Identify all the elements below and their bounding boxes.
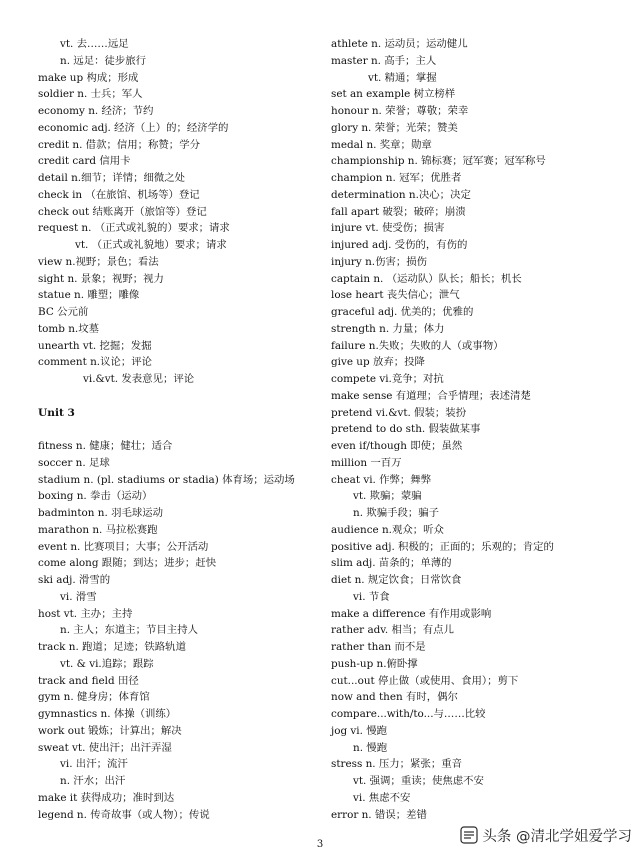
vocab-entry: strength n. 力量；体力: [331, 322, 445, 335]
vocab-entry: vt. 精通；掌握: [368, 71, 437, 84]
vocab-entry: lose heart 丧失信心；泄气: [331, 289, 460, 302]
vocab-entry: error n. 错误；差错: [331, 808, 427, 821]
vocab-entry: jog vi. 慢跑: [331, 724, 388, 737]
vocab-entry: vt. （正式或礼貌地）要求；请求: [75, 239, 227, 251]
vocab-entry: BC 公元前: [38, 306, 89, 318]
vocab-entry: come along 跟随；到达；进步；赶快: [38, 557, 217, 570]
vocab-entry: vi. 出汗；流汗: [60, 758, 128, 771]
vocab-entry: unearth vt. 挖掘；发掘: [38, 339, 152, 352]
vocab-entry: even if/though 即使；虽然: [331, 440, 463, 452]
vocab-entry: vi. 节食: [353, 590, 390, 603]
vocab-entry: diet n. 规定饮食；日常饮食: [331, 574, 462, 586]
vocab-entry: honour n. 荣誉；尊敬；荣幸: [331, 105, 469, 117]
vocab-entry: credit n. 借款；信用；称赞；学分: [38, 138, 200, 151]
vocab-column-left: [38, 36, 328, 823]
vocab-entry: rather than 而不是: [331, 641, 426, 653]
blank-line: [38, 388, 328, 405]
vocab-entry: marathon n. 马拉松赛跑: [38, 523, 158, 536]
vocab-entry: economy n. 经济；节约: [38, 105, 154, 117]
vocab-entry: fall apart 破裂；破碎；崩溃: [331, 205, 466, 218]
toutiao-logo-icon: [460, 826, 478, 844]
vocab-entry: compare...with/to...与……比较: [331, 708, 486, 720]
vocab-entry: soccer n. 足球: [38, 456, 110, 469]
vocab-entry: make up 构成；形成: [38, 71, 139, 84]
vocab-entry: stress n. 压力；紧张；重音: [331, 758, 463, 771]
vocab-entry: make it 获得成功；准时到达: [38, 791, 175, 804]
vocab-entry: vt. 欺骗；蒙骗: [353, 490, 422, 503]
vocab-entry: sweat vt. 使出汗；出汗弄湿: [38, 741, 172, 754]
vocab-entry: detail n.细节；详情；细微之处: [38, 172, 186, 184]
page-number: 3: [316, 839, 324, 850]
vocab-entry: vt. 强调；重读；使焦虑不安: [353, 775, 484, 787]
vocab-entry: statue n. 雕塑；雕像: [38, 289, 140, 302]
vocab-entry: track n. 跑道；足迹；铁路轨道: [38, 641, 186, 653]
vocab-entry: positive adj. 积极的；正面的；乐观的；肯定的: [331, 540, 554, 553]
vocab-entry: work out 锻炼；计算出；解决: [38, 724, 182, 737]
vocab-entry: boxing n. 拳击（运动）: [38, 490, 153, 503]
vocab-entry: legend n. 传奇故事（或人物）；传说: [38, 808, 210, 821]
vocab-entry: n. 远足：徒步旅行: [60, 54, 147, 67]
vocab-entry: gym n. 健身房；体育馆: [38, 691, 150, 704]
vocab-entry: event n. 比赛项目；大事；公开活动: [38, 540, 209, 553]
vocab-entry: sight n. 景象；视野；视力: [38, 272, 164, 285]
vocab-entry: failure n.失败；失败的人（或事物）: [331, 339, 504, 352]
vocab-entry: badminton n. 羽毛球运动: [38, 507, 164, 519]
vocab-entry: push-up n.俯卧撑: [331, 657, 418, 670]
vocab-entry: determination n.决心；决定: [331, 188, 471, 201]
watermark: [460, 822, 632, 848]
vocab-entry: set an example 树立榜样: [331, 88, 456, 101]
vocab-entry: give up 放弃；投降: [331, 356, 425, 369]
vocab-entry: cut...out 停止做（或使用、食用）；剪下: [331, 674, 519, 687]
vocab-entry: now and then 有时，偶尔: [331, 691, 458, 704]
vocab-entry: tomb n.坟墓: [38, 322, 100, 335]
vocab-entry: captain n. （运动队）队长；船长；机长: [331, 272, 522, 285]
vocab-entry: make sense 有道理；合乎情理；表述清楚: [331, 389, 531, 402]
vocab-entry: glory n. 荣誉；光荣；赞美: [331, 121, 458, 134]
vocab-entry: vt. & vi.追踪；跟踪: [60, 657, 154, 670]
vocab-entry: injury n.伤害；损伤: [331, 255, 428, 268]
vocab-entry: gymnastics n. 体操（训练）: [38, 708, 177, 720]
vocab-entry: injured adj. 受伤的，有伤的: [331, 239, 468, 251]
vocab-entry: audience n.观众；听众: [331, 523, 444, 536]
vocab-entry: injure vt. 使受伤；损害: [331, 222, 445, 235]
blank-line: [38, 421, 328, 438]
vocab-entry: view n.视野；景色；看法: [38, 255, 159, 268]
vocab-entry: request n. （正式或礼貌的）要求；请求: [38, 222, 230, 235]
vocab-entry: vi.&vt. 发表意见；评论: [83, 373, 195, 385]
vocab-entry: vi. 焦虑不安: [353, 791, 411, 804]
vocab-entry: vt. 去……远足: [60, 38, 129, 50]
vocab-entry: n. 欺骗手段；骗子: [353, 507, 440, 519]
unit-heading: Unit 3: [38, 406, 75, 419]
vocab-entry: compete vi.竞争；对抗: [331, 373, 444, 385]
vocab-entry: stadium n. (pl. stadiums or stadia) 体育场；运动场: [38, 473, 295, 486]
vocab-entry: check out 结账离开（旅馆等）登记: [38, 205, 207, 218]
vocab-entry: graceful adj. 优美的；优雅的: [331, 306, 474, 318]
vocab-column-right: [331, 36, 631, 823]
vocab-entry: cheat vi. 作弊；舞弊: [331, 473, 432, 486]
vocab-entry: host vt. 主办；主持: [38, 607, 133, 620]
vocab-entry: track and field 田径: [38, 674, 139, 687]
vocab-entry: vi. 滑雪: [60, 590, 97, 603]
vocab-entry: n. 慢跑: [353, 741, 388, 754]
vocab-entry: medal n. 奖章；勋章: [331, 138, 432, 151]
vocab-entry: credit card 信用卡: [38, 155, 131, 168]
vocab-entry: rather adv. 相当；有点儿: [331, 624, 454, 637]
vocab-entry: champion n. 冠军；优胜者: [331, 172, 462, 184]
watermark-text: 头条 @清北学姐爱学习: [482, 828, 632, 845]
vocab-entry: economic adj. 经济（上）的；经济学的: [38, 121, 229, 134]
vocab-entry: million 一百万: [331, 456, 402, 469]
vocab-entry: n. 汗水；出汗: [60, 775, 126, 787]
vocab-entry: comment n.议论；评论: [38, 356, 153, 369]
vocab-entry: athlete n. 运动员；运动健儿: [331, 38, 468, 50]
vocab-entry: slim adj. 苗条的；单薄的: [331, 557, 452, 570]
vocab-entry: master n. 高手；主人: [331, 54, 437, 67]
vocab-entry: n. 主人；东道主；节目主持人: [60, 624, 198, 637]
vocab-entry: ski adj. 滑雪的: [38, 574, 111, 586]
vocab-entry: soldier n. 士兵；军人: [38, 88, 143, 101]
vocab-entry: pretend to do sth. 假装做某事: [331, 423, 481, 436]
vocab-entry: fitness n. 健康；健壮；适合: [38, 440, 173, 452]
vocab-entry: pretend vi.&vt. 假装；装扮: [331, 406, 467, 419]
vocab-entry: make a difference 有作用或影响: [331, 607, 492, 620]
vocab-entry: championship n. 锦标赛；冠军赛；冠军称号: [331, 155, 546, 168]
vocab-entry: check in （在旅馆、机场等）登记: [38, 188, 200, 201]
